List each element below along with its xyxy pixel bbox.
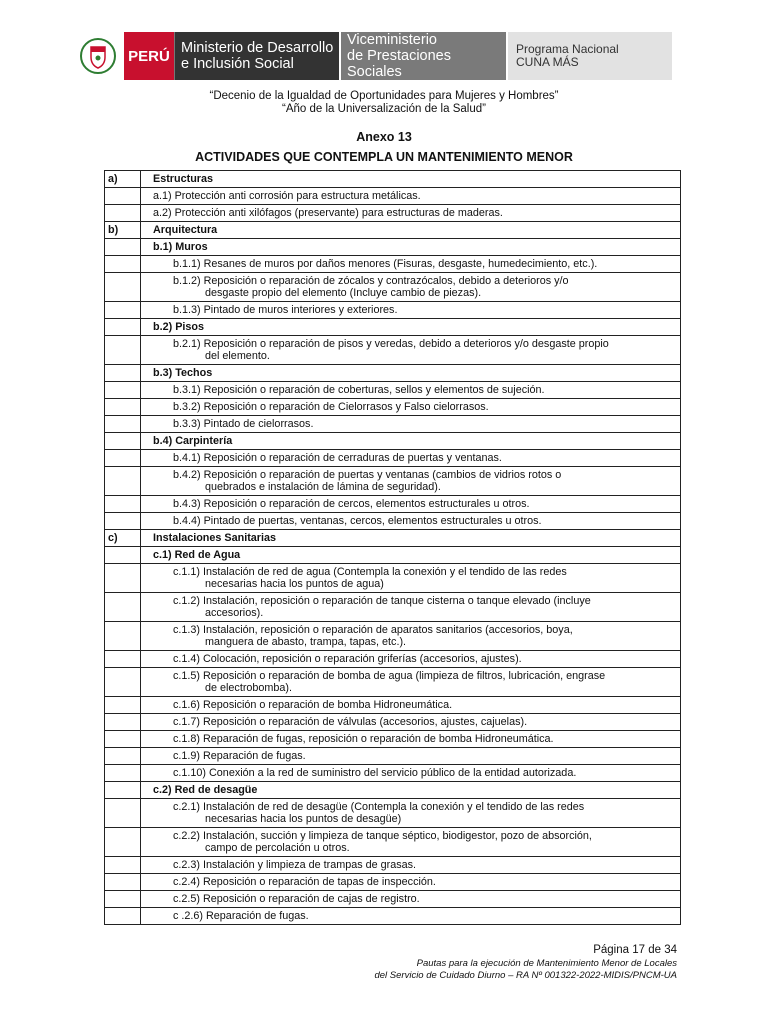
row-text-cell <box>141 513 680 529</box>
row-text: b.4.2) Reposición o reparación de puertas y ventanas (cambios de vidrios rotos o <box>173 469 562 481</box>
viceministry-name <box>341 32 506 80</box>
row-text-continued: quebrados e instalación de lámina de seguridad). <box>205 481 441 493</box>
row-label <box>105 731 141 747</box>
row-text: c.1.6) Reposición o reparación de bomba Hidroneumática. <box>173 699 453 711</box>
row-text: b.1.3) Pintado de muros interiores y exteriores. <box>173 304 398 316</box>
row-text-cell <box>141 908 680 924</box>
row-label <box>105 891 141 907</box>
row-label <box>105 188 141 204</box>
row-text-cell <box>141 828 680 856</box>
table-row <box>105 856 680 873</box>
row-text-cell <box>141 622 680 650</box>
row-text-continued: de electrobomba). <box>205 682 293 694</box>
program-line1: Programa Nacional <box>516 42 619 56</box>
row-text-cell <box>141 273 680 301</box>
coat-of-arms-icon <box>76 32 120 80</box>
row-label <box>105 908 141 924</box>
row-text: c.2.5) Reposición o reparación de cajas de registro. <box>173 893 420 905</box>
row-text: c.1.3) Instalación, reposición o reparación de aparatos sanitarios (accesorios, boya, <box>173 624 573 636</box>
table-row <box>105 272 680 301</box>
table-row <box>105 335 680 364</box>
row-label <box>105 697 141 713</box>
vice-line1: Viceministerio <box>347 32 437 48</box>
row-label <box>105 302 141 318</box>
row-text-cell <box>141 365 680 381</box>
ministry-name <box>174 32 339 80</box>
table-row <box>105 255 680 272</box>
row-text-cell <box>141 496 680 512</box>
table-row <box>105 546 680 563</box>
row-text-continued: manguera de abasto, trampa, tapas, etc.). <box>205 636 407 648</box>
row-label <box>105 273 141 301</box>
row-text: c.2.2) Instalación, succión y limpieza de tanque séptico, biodigestor, pozo de absorción, <box>173 830 592 842</box>
row-text-continued: desgaste propio del elemento (Incluye cambio de piezas). <box>205 287 482 299</box>
row-text-cell <box>141 857 680 873</box>
row-label: c) <box>105 530 141 546</box>
table-row <box>105 415 680 432</box>
annex-title: Anexo 13 <box>356 130 412 144</box>
table-row <box>105 730 680 747</box>
row-text-cell <box>141 222 680 238</box>
row-label <box>105 496 141 512</box>
row-text-continued: campo de percolación u otros. <box>205 842 350 854</box>
table-row <box>105 512 680 529</box>
row-label <box>105 799 141 827</box>
row-text: b.1.1) Resanes de muros por daños menores (Fisuras, desgaste, humedecimiento, etc.). <box>173 258 598 270</box>
row-text-cell <box>141 467 680 495</box>
row-text-cell <box>141 416 680 432</box>
row-label: a) <box>105 171 141 187</box>
row-text: Instalaciones Sanitarias <box>153 532 277 544</box>
row-text-cell <box>141 697 680 713</box>
row-text: b.3.3) Pintado de cielorrasos. <box>173 418 314 430</box>
row-text-cell <box>141 593 680 621</box>
table-row <box>105 667 680 696</box>
table-row <box>105 781 680 798</box>
row-label: b) <box>105 222 141 238</box>
program-name <box>508 32 672 80</box>
row-text-cell <box>141 547 680 563</box>
table-row <box>105 301 680 318</box>
table-row <box>105 381 680 398</box>
activities-table <box>104 170 681 925</box>
decree-line2: “Año de la Universalización de la Salud” <box>282 103 486 115</box>
row-text-cell <box>141 714 680 730</box>
row-text-cell <box>141 188 680 204</box>
row-label <box>105 547 141 563</box>
row-label <box>105 256 141 272</box>
table-row <box>105 432 680 449</box>
row-text-cell <box>141 748 680 764</box>
row-text: Arquitectura <box>153 224 218 236</box>
row-text-continued: necesarias hacia los puntos de agua) <box>205 578 384 590</box>
table-row <box>105 466 680 495</box>
row-text: c.1.9) Reparación de fugas. <box>173 750 306 762</box>
row-text-cell <box>141 668 680 696</box>
document-header <box>76 32 676 80</box>
row-label <box>105 467 141 495</box>
row-text-cell <box>141 731 680 747</box>
row-label <box>105 564 141 592</box>
row-text: b.2.1) Reposición o reparación de pisos y veredas, debido a deterioros y/o desgaste propio <box>173 338 609 350</box>
row-label <box>105 382 141 398</box>
row-text: b.4.1) Reposición o reparación de cerraduras de puertas y ventanas. <box>173 452 502 464</box>
table-row <box>105 827 680 856</box>
row-text-continued: accesorios). <box>205 607 264 619</box>
row-text: c.2.3) Instalación y limpieza de trampas de grasas. <box>173 859 417 871</box>
row-text-cell <box>141 205 680 221</box>
table-row <box>105 398 680 415</box>
peru-badge: PERÚ <box>124 32 174 80</box>
row-text: c.1.7) Reposición o reparación de válvulas (accesorios, ajustes, cajuelas). <box>173 716 528 728</box>
table-row <box>105 650 680 667</box>
program-line2: CUNA MÁS <box>516 55 579 69</box>
row-label <box>105 319 141 335</box>
row-text-cell <box>141 382 680 398</box>
table-row <box>105 204 680 221</box>
row-text-cell <box>141 336 680 364</box>
row-text: c.1.2) Instalación, reposición o reparación de tanque cisterna o tanque elevado (incluye <box>173 595 591 607</box>
ministry-line2: e Inclusión Social <box>181 56 294 72</box>
table-row <box>105 449 680 466</box>
row-text: b.2) Pisos <box>153 321 205 333</box>
row-text-cell <box>141 256 680 272</box>
row-text-cell <box>141 564 680 592</box>
row-text: b.4.4) Pintado de puertas, ventanas, cercos, elementos estructurales u otros. <box>173 515 542 527</box>
row-text: b.3.1) Reposición o reparación de coberturas, sellos y elementos de sujeción. <box>173 384 545 396</box>
row-text-cell <box>141 239 680 255</box>
row-text-cell <box>141 399 680 415</box>
row-label <box>105 399 141 415</box>
row-label <box>105 714 141 730</box>
table-row <box>105 696 680 713</box>
row-text-cell <box>141 171 680 187</box>
row-label <box>105 239 141 255</box>
row-text: b.4) Carpintería <box>153 435 233 447</box>
row-text: b.1) Muros <box>153 241 208 253</box>
row-label <box>105 513 141 529</box>
table-row <box>105 364 680 381</box>
row-label <box>105 205 141 221</box>
row-label <box>105 748 141 764</box>
row-text-cell <box>141 302 680 318</box>
row-text: c.1.8) Reparación de fugas, reposición o reparación de bomba Hidroneumática. <box>173 733 554 745</box>
row-text-cell <box>141 765 680 781</box>
page-number: Página 17 de 34 <box>593 944 677 956</box>
row-label <box>105 874 141 890</box>
table-row <box>105 495 680 512</box>
footer-line1: Pautas para la ejecución de Mantenimiento Menor de Locales <box>416 958 677 969</box>
row-text: c.1) Red de Agua <box>153 549 241 561</box>
table-row <box>105 890 680 907</box>
table-row <box>105 764 680 781</box>
row-text-cell <box>141 651 680 667</box>
row-text: b.3.2) Reposición o reparación de Cielorrasos y Falso cielorrasos. <box>173 401 489 413</box>
table-row <box>105 873 680 890</box>
row-text: b.1.2) Reposición o reparación de zócalos y contrazócalos, debido a deterioros y/o <box>173 275 569 287</box>
row-text: c.2.4) Reposición o reparación de tapas de inspección. <box>173 876 436 888</box>
row-label <box>105 782 141 798</box>
decree-line1: “Decenio de la Igualdad de Oportunidades para Mujeres y Hombres” <box>209 90 559 102</box>
row-text-cell <box>141 799 680 827</box>
row-text: c.1.5) Reposición o reparación de bomba de agua (limpieza de filtros, lubricación, engrase <box>173 670 606 682</box>
row-text-cell <box>141 874 680 890</box>
table-row <box>105 747 680 764</box>
row-label <box>105 593 141 621</box>
vice-line2: de Prestaciones Sociales <box>347 48 451 80</box>
table-row <box>105 713 680 730</box>
row-text: c.2.1) Instalación de red de desagüe (Contempla la conexión y el tendido de las redes <box>173 801 585 813</box>
row-text: c .2.6) Reparación de fugas. <box>173 910 309 922</box>
row-text-cell <box>141 433 680 449</box>
table-row <box>105 592 680 621</box>
row-text: c.1.4) Colocación, reposición o reparación griferías (accesorios, ajustes). <box>173 653 522 665</box>
table-row <box>105 318 680 335</box>
row-label <box>105 622 141 650</box>
row-label <box>105 857 141 873</box>
row-text: c.1.1) Instalación de red de agua (Contempla la conexión y el tendido de las redes <box>173 566 567 578</box>
row-text: a.1) Protección anti corrosión para estructura metálicas. <box>153 190 421 202</box>
row-text-continued: del elemento. <box>205 350 270 362</box>
row-text: Estructuras <box>153 173 214 185</box>
table-row <box>105 621 680 650</box>
footer-line2: del Servicio de Cuidado Diurno – RA Nº 001322-2022-MIDIS/PNCM-UA <box>374 970 677 981</box>
row-text: b.3) Techos <box>153 367 213 379</box>
table-row <box>105 529 680 546</box>
row-label <box>105 668 141 696</box>
row-label <box>105 433 141 449</box>
table-row <box>105 907 680 924</box>
row-text: c.1.10) Conexión a la red de suministro del servicio público de la entidad autorizada. <box>173 767 577 779</box>
table-row <box>105 171 680 187</box>
row-text-cell <box>141 782 680 798</box>
ministry-line1: Ministerio de Desarrollo <box>181 40 334 56</box>
row-text-cell <box>141 891 680 907</box>
row-label <box>105 765 141 781</box>
table-row <box>105 563 680 592</box>
row-text-cell <box>141 319 680 335</box>
table-row <box>105 221 680 238</box>
row-label <box>105 450 141 466</box>
table-row <box>105 187 680 204</box>
row-text-continued: necesarias hacia los puntos de desagüe) <box>205 813 402 825</box>
table-row <box>105 798 680 827</box>
row-text: c.2) Red de desagüe <box>153 784 258 796</box>
row-label <box>105 828 141 856</box>
row-label <box>105 365 141 381</box>
row-text: a.2) Protección anti xilófagos (preservante) para estructuras de maderas. <box>153 207 503 219</box>
row-label <box>105 336 141 364</box>
row-label <box>105 416 141 432</box>
table-row <box>105 238 680 255</box>
annex-subtitle: ACTIVIDADES QUE CONTEMPLA UN MANTENIMIENTO MENOR <box>195 150 573 164</box>
row-text: b.4.3) Reposición o reparación de cercos, elementos estructurales u otros. <box>173 498 530 510</box>
row-text-cell <box>141 530 680 546</box>
row-label <box>105 651 141 667</box>
row-text-cell <box>141 450 680 466</box>
